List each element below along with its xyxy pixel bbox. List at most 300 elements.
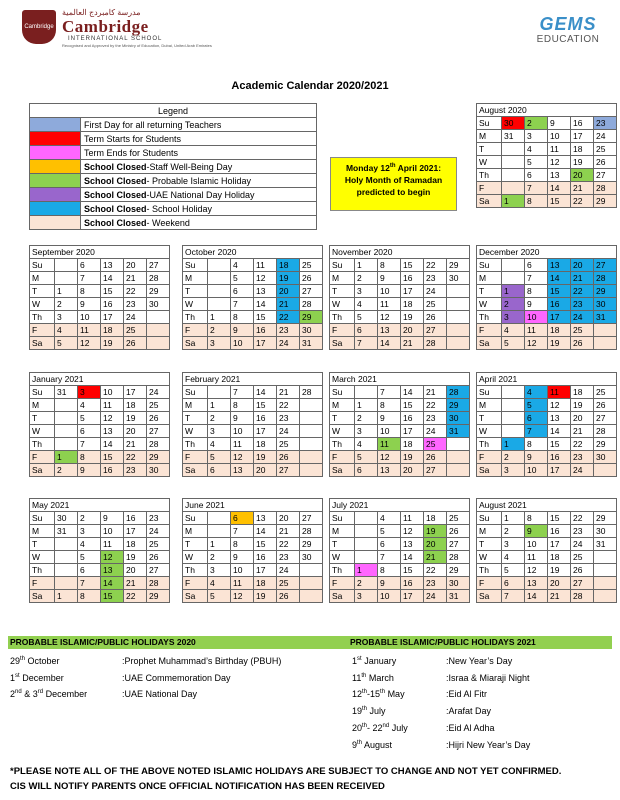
week-row [477,386,617,399]
date-cell: 25 [571,551,594,564]
week-row [30,412,170,425]
date-cell: 24 [147,386,170,399]
date-cell: 24 [277,564,300,577]
week-row [330,551,470,564]
week-row [183,259,323,272]
week-row [477,156,617,169]
date-cell: 19 [277,272,300,285]
week-row [330,438,470,451]
week-row [183,438,323,451]
date-cell: 29 [447,564,470,577]
date-cell: 27 [424,324,447,337]
week-row [330,464,470,477]
date-cell: 23 [277,412,300,425]
date-cell [502,386,525,399]
legend-swatch [30,174,81,188]
date-cell [208,525,231,538]
date-cell: 14 [401,551,424,564]
holiday-date-part: -15 [367,689,381,700]
legend-label [81,202,317,216]
month-name: August 2020 [477,104,617,117]
holiday-date [352,740,446,750]
date-cell: 26 [594,399,617,412]
month-calendar [476,372,617,477]
date-cell: 11 [231,438,254,451]
date-cell: 10 [101,386,124,399]
legend-label [81,118,317,132]
date-cell: 28 [447,551,470,564]
date-cell: 29 [447,259,470,272]
month-calendar [182,245,323,350]
date-cell: 30 [594,298,617,311]
week-row [477,130,617,143]
day-of-week-label: M [330,272,355,285]
date-cell: 30 [300,551,323,564]
date-cell: 6 [378,538,401,551]
day-of-week-label: Sa [477,590,502,603]
date-cell: 12 [101,412,124,425]
date-cell: 11 [101,399,124,412]
date-cell: 26 [147,412,170,425]
week-row [30,337,170,350]
date-cell: 15 [548,285,571,298]
date-cell: 25 [300,259,323,272]
holiday-date-part: 1 [352,656,358,666]
date-cell: 19 [424,525,447,538]
date-cell: 30 [147,298,170,311]
week-row [477,551,617,564]
holiday-date-part: December [19,672,64,683]
date-cell: 19 [548,337,571,350]
legend-label-text: Term Ends for Students [84,147,179,158]
ramadan-note [330,157,457,211]
day-of-week-label: M [477,525,502,538]
holiday-name: :Eid Al Fitr [446,689,488,700]
date-cell: 18 [548,324,571,337]
date-cell: 4 [378,512,401,525]
date-cell [300,399,323,412]
week-row [330,324,470,337]
day-of-week-label: Th [183,311,208,324]
date-cell: 8 [78,285,101,298]
holiday-row [10,673,231,683]
holiday-date [10,689,122,699]
date-cell: 25 [424,438,447,451]
week-row [183,451,323,464]
week-row [30,285,170,298]
date-cell: 23 [424,577,447,590]
date-cell: 11 [378,438,401,451]
date-cell: 29 [594,512,617,525]
holiday-date-part: th [362,689,368,696]
holiday-name: :Eid Al Adha [446,722,495,733]
date-cell [300,590,323,603]
week-row [477,182,617,195]
date-cell: 21 [124,438,147,451]
date-cell: 20 [571,259,594,272]
date-cell: 6 [355,324,378,337]
legend-row [30,202,317,216]
week-row [30,538,170,551]
date-cell: 15 [101,451,124,464]
week-row [330,272,470,285]
date-cell [55,551,78,564]
month-calendar [29,245,170,350]
week-row [30,564,170,577]
week-row [330,451,470,464]
date-cell: 7 [231,298,254,311]
week-row [30,577,170,590]
date-cell: 17 [254,425,277,438]
date-cell: 11 [548,386,571,399]
date-cell: 27 [594,169,617,182]
date-cell: 10 [231,425,254,438]
date-cell [502,259,525,272]
date-cell: 7 [525,272,548,285]
date-cell: 16 [254,551,277,564]
day-of-week-label: T [30,285,55,298]
date-cell: 22 [277,538,300,551]
holiday-date-part: th [380,689,386,696]
date-cell: 3 [208,337,231,350]
date-cell: 26 [300,272,323,285]
date-cell: 13 [101,425,124,438]
date-cell: 14 [101,272,124,285]
date-cell: 26 [424,311,447,324]
date-cell [594,464,617,477]
date-cell: 20 [124,564,147,577]
holiday-date-part: August [362,739,393,750]
date-cell: 22 [124,590,147,603]
date-cell: 24 [124,311,147,324]
date-cell: 2 [525,117,548,130]
month-calendar [476,498,617,603]
date-cell: 24 [277,337,300,350]
date-cell: 13 [254,512,277,525]
date-cell: 26 [571,337,594,350]
date-cell: 22 [424,399,447,412]
month-calendar [329,498,470,603]
date-cell: 15 [101,590,124,603]
day-of-week-label: Su [30,512,55,525]
holidays-2020-heading: PROBABLE ISLAMIC/PUBLIC HOLIDAYS 2020 [10,637,196,647]
date-cell [502,412,525,425]
date-cell: 14 [525,590,548,603]
date-cell: 20 [124,425,147,438]
day-of-week-label: W [330,425,355,438]
week-row [183,425,323,438]
legend-label [81,146,317,160]
day-of-week-label: Su [183,386,208,399]
date-cell: 9 [78,298,101,311]
day-of-week-label: W [477,425,502,438]
date-cell: 8 [525,512,548,525]
day-of-week-label: Th [477,311,502,324]
week-row [183,464,323,477]
date-cell: 30 [447,412,470,425]
date-cell: 4 [355,438,378,451]
holiday-date [352,656,446,666]
date-cell [447,451,470,464]
week-row [330,298,470,311]
date-cell: 14 [101,577,124,590]
day-of-week-label: T [477,538,502,551]
date-cell: 7 [78,438,101,451]
date-cell: 12 [378,451,401,464]
date-cell: 8 [525,438,548,451]
date-cell: 17 [401,590,424,603]
date-cell [502,156,525,169]
day-of-week-label: F [477,324,502,337]
day-of-week-label: T [477,143,502,156]
date-cell: 23 [277,324,300,337]
day-of-week-label: Th [477,169,502,182]
cambridge-logo [22,8,212,48]
month-name: December 2020 [477,246,617,259]
day-of-week-label: F [30,451,55,464]
day-of-week-label: W [30,551,55,564]
holiday-name: :UAE National Day [122,689,198,700]
ramadan-line-3: predicted to begin [356,186,431,197]
date-cell: 16 [101,298,124,311]
date-cell: 19 [254,590,277,603]
day-of-week-label: W [477,551,502,564]
date-cell: 8 [78,590,101,603]
date-cell: 17 [401,425,424,438]
date-cell [594,551,617,564]
date-cell: 2 [55,298,78,311]
date-cell: 1 [55,285,78,298]
week-row [183,337,323,350]
legend-label [81,132,317,146]
date-cell: 25 [147,538,170,551]
legend-swatch [30,160,81,174]
date-cell [55,412,78,425]
legend-label-text: - Weekend [146,217,190,228]
week-row [183,311,323,324]
date-cell: 7 [378,551,401,564]
legend-label-text: Term Starts for Students [84,133,182,144]
date-cell [355,386,378,399]
day-of-week-label: Su [477,386,502,399]
date-cell: 18 [571,386,594,399]
date-cell: 2 [355,412,378,425]
date-cell: 13 [401,538,424,551]
date-cell [447,324,470,337]
date-cell: 2 [502,451,525,464]
date-cell: 31 [502,130,525,143]
date-cell: 8 [378,259,401,272]
date-cell: 21 [571,425,594,438]
date-cell: 15 [401,259,424,272]
date-cell: 27 [147,259,170,272]
date-cell: 14 [548,425,571,438]
legend-label-bold: School Closed [84,217,147,228]
date-cell: 9 [525,298,548,311]
date-cell: 28 [424,337,447,350]
date-cell [55,538,78,551]
date-cell: 27 [594,412,617,425]
week-row [183,285,323,298]
date-cell: 8 [78,451,101,464]
holiday-name: :Prophet Muhammad’s Birthday (PBUH) [122,656,282,666]
legend-label [81,216,317,230]
date-cell: 30 [147,464,170,477]
day-of-week-label: Sa [183,464,208,477]
date-cell: 4 [502,324,525,337]
date-cell: 3 [208,425,231,438]
date-cell: 11 [525,551,548,564]
week-row [477,438,617,451]
date-cell: 8 [378,399,401,412]
week-row [30,512,170,525]
date-cell [447,285,470,298]
date-cell: 12 [548,156,571,169]
date-cell: 18 [401,438,424,451]
date-cell [300,425,323,438]
week-row [330,538,470,551]
week-row [30,590,170,603]
date-cell [55,425,78,438]
date-cell: 5 [355,451,378,464]
date-cell: 2 [78,512,101,525]
date-cell: 4 [55,324,78,337]
legend-label-text: - School Holiday [146,203,213,214]
day-of-week-label: Sa [477,464,502,477]
date-cell [447,438,470,451]
month-name: October 2020 [183,246,323,259]
date-cell: 30 [300,324,323,337]
week-row [330,525,470,538]
date-cell: 8 [378,564,401,577]
day-of-week-label: Th [330,438,355,451]
holiday-date-part: July [367,706,386,717]
legend-row [30,132,317,146]
date-cell: 12 [525,564,548,577]
legend-swatch [30,118,81,132]
date-cell: 23 [594,117,617,130]
date-cell: 29 [147,590,170,603]
month-calendar [29,372,170,477]
date-cell: 19 [101,337,124,350]
holiday-date-part: January [361,656,397,666]
month-name: September 2020 [30,246,170,259]
holidays-2021-heading: PROBABLE ISLAMIC/PUBLIC HOLIDAYS 2021 [350,637,536,647]
month-name: May 2021 [30,499,170,512]
date-cell: 22 [571,195,594,208]
date-cell: 15 [401,564,424,577]
date-cell: 3 [55,311,78,324]
date-cell: 21 [124,272,147,285]
date-cell: 10 [231,337,254,350]
date-cell: 28 [594,272,617,285]
date-cell: 15 [401,399,424,412]
date-cell: 20 [277,285,300,298]
date-cell: 4 [525,386,548,399]
week-row [183,577,323,590]
day-of-week-label: F [477,182,502,195]
date-cell [55,399,78,412]
date-cell: 29 [594,438,617,451]
date-cell [594,324,617,337]
date-cell: 17 [401,285,424,298]
date-cell [447,311,470,324]
day-of-week-label: Sa [30,590,55,603]
date-cell: 31 [300,337,323,350]
week-row [477,464,617,477]
day-of-week-label: T [330,538,355,551]
date-cell: 22 [424,259,447,272]
day-of-week-label: F [183,577,208,590]
date-cell: 29 [147,451,170,464]
date-cell: 11 [78,324,101,337]
date-cell: 5 [78,551,101,564]
date-cell: 3 [502,311,525,324]
date-cell: 1 [502,438,525,451]
date-cell: 15 [254,311,277,324]
date-cell: 25 [447,512,470,525]
date-cell: 30 [594,525,617,538]
week-row [477,525,617,538]
date-cell: 3 [355,590,378,603]
week-row [477,590,617,603]
day-of-week-label: Su [30,386,55,399]
date-cell: 13 [101,259,124,272]
week-row [183,590,323,603]
date-cell: 9 [231,551,254,564]
legend-label-text: -UAE National Day Holiday [146,189,255,200]
date-cell: 7 [525,182,548,195]
date-cell: 29 [300,538,323,551]
legend-table [29,103,317,230]
date-cell: 27 [424,464,447,477]
day-of-week-label: Th [330,564,355,577]
holiday-date [352,723,446,733]
date-cell: 21 [277,298,300,311]
month-calendar [182,372,323,477]
week-row [477,324,617,337]
date-cell: 12 [254,272,277,285]
date-cell [502,169,525,182]
day-of-week-label: M [30,399,55,412]
date-cell: 10 [378,590,401,603]
holiday-date-part: March [366,672,394,683]
date-cell [300,451,323,464]
week-row [183,324,323,337]
day-of-week-label: Sa [330,464,355,477]
week-row [477,272,617,285]
gems-subtitle: EDUCATION [536,34,600,45]
day-of-week-label: T [330,412,355,425]
date-cell: 6 [231,285,254,298]
date-cell: 12 [78,337,101,350]
date-cell: 11 [401,512,424,525]
day-of-week-label: M [477,399,502,412]
date-cell: 20 [254,464,277,477]
day-of-week-label: T [30,538,55,551]
date-cell [447,298,470,311]
day-of-week-label: Sa [30,337,55,350]
date-cell: 27 [447,538,470,551]
date-cell: 11 [525,324,548,337]
week-row [30,551,170,564]
date-cell: 21 [571,272,594,285]
week-row [330,337,470,350]
holiday-row [352,723,495,733]
date-cell: 13 [101,564,124,577]
date-cell: 2 [208,412,231,425]
date-cell: 8 [231,538,254,551]
